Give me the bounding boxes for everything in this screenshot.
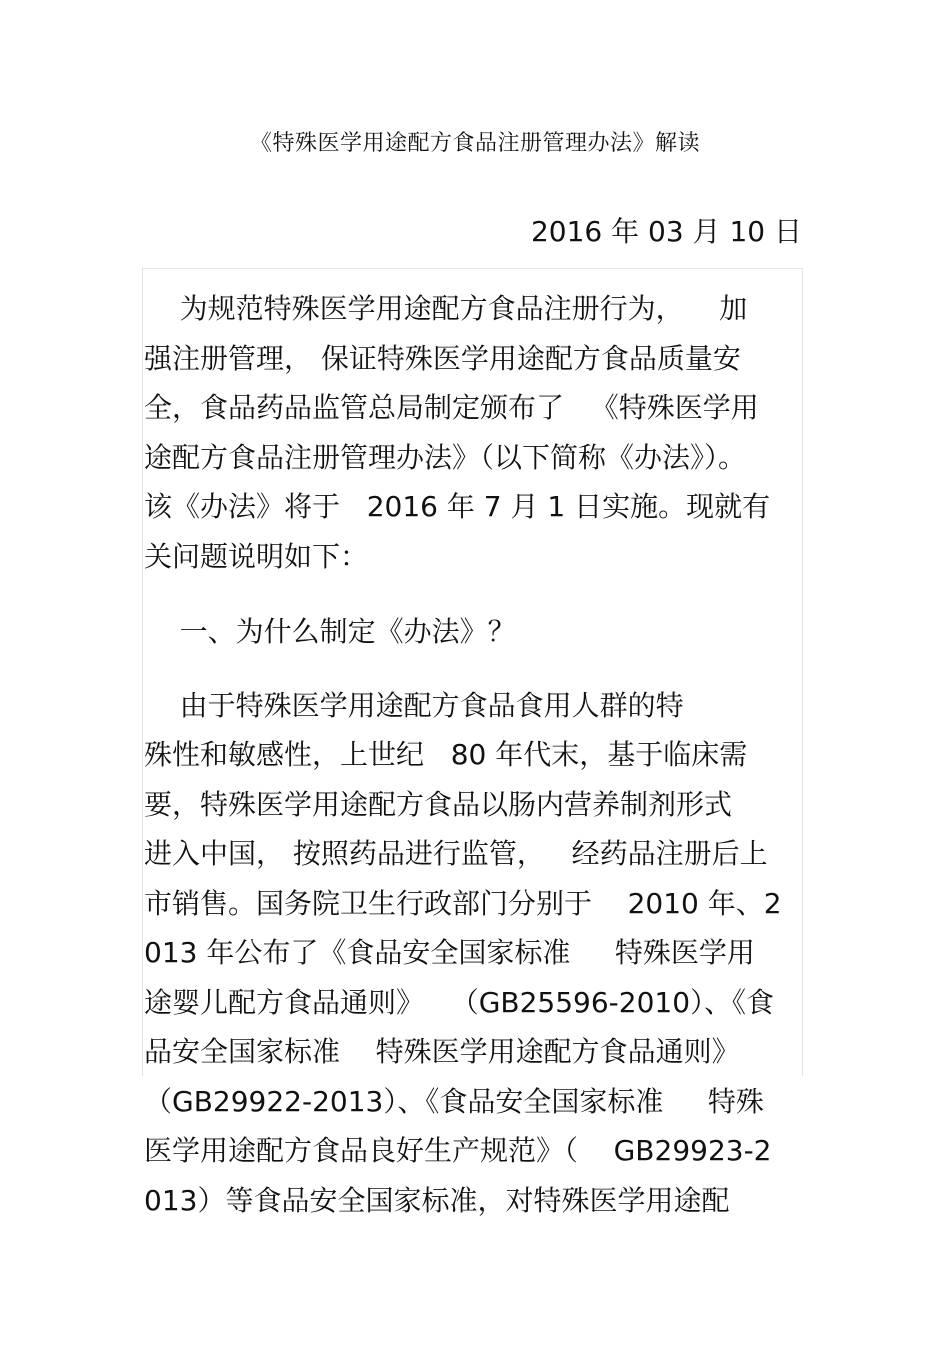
text-line: 进入中国， 按照药品进行监管， 经药品注册后上 (144, 837, 768, 870)
document-title: 《特殊医学用途配方食品注册管理办法》解读 (249, 131, 700, 156)
text-line: 途配方食品注册管理办法》（以下简称《办法》）。 (144, 440, 747, 474)
text-line: 途婴儿配方食品通则》 （GB25596-2010）、《食 (144, 985, 775, 1019)
text-line: 为规范特殊医学用途配方食品注册行为， 加 (144, 292, 748, 325)
document-body (144, 284, 824, 1225)
text-line: 关问题说明如下： (144, 539, 369, 573)
text-line: 013 年公布了《食品安全国家标准 特殊医学用 (144, 936, 755, 969)
text-line: （GB29922-2013）、《食品安全国家标准 特殊 (144, 1084, 764, 1118)
section-heading: 一、为什么制定《办法》？ (144, 615, 516, 648)
text-line: 强注册管理， 保证特殊医学用途配方食品质量安 (144, 341, 741, 375)
text-line: 市销售。国务院卫生行政部门分别于 2010 年、2 (144, 886, 782, 920)
text-line: 该《办法》将于 2016 年 7 月 1 日实施。现就有 (144, 490, 771, 523)
text-line: 殊性和敏感性，上世纪 80 年代末，基于临床需 (144, 738, 748, 771)
text-line: 品安全国家标准 特殊医学用途配方食品通则》 (144, 1035, 740, 1068)
paragraph-intro (144, 284, 824, 581)
text-line: 要，特殊医学用途配方食品以肠内营养制剂形式 (144, 787, 733, 821)
document-date: 2016 年 03 月 10 日 (530, 215, 802, 248)
text-line: 由于特殊医学用途配方食品食用人群的特 (144, 688, 684, 722)
text-line: 全，食品药品监管总局制定颁布了 《特殊医学用 (144, 391, 759, 424)
text-line: 013）等食品安全国家标准，对特殊医学用途配 (144, 1183, 730, 1217)
text-line: 医学用途配方食品良好生产规范》（ GB29923-2 (144, 1134, 772, 1167)
paragraph-section-1 (144, 681, 824, 1226)
